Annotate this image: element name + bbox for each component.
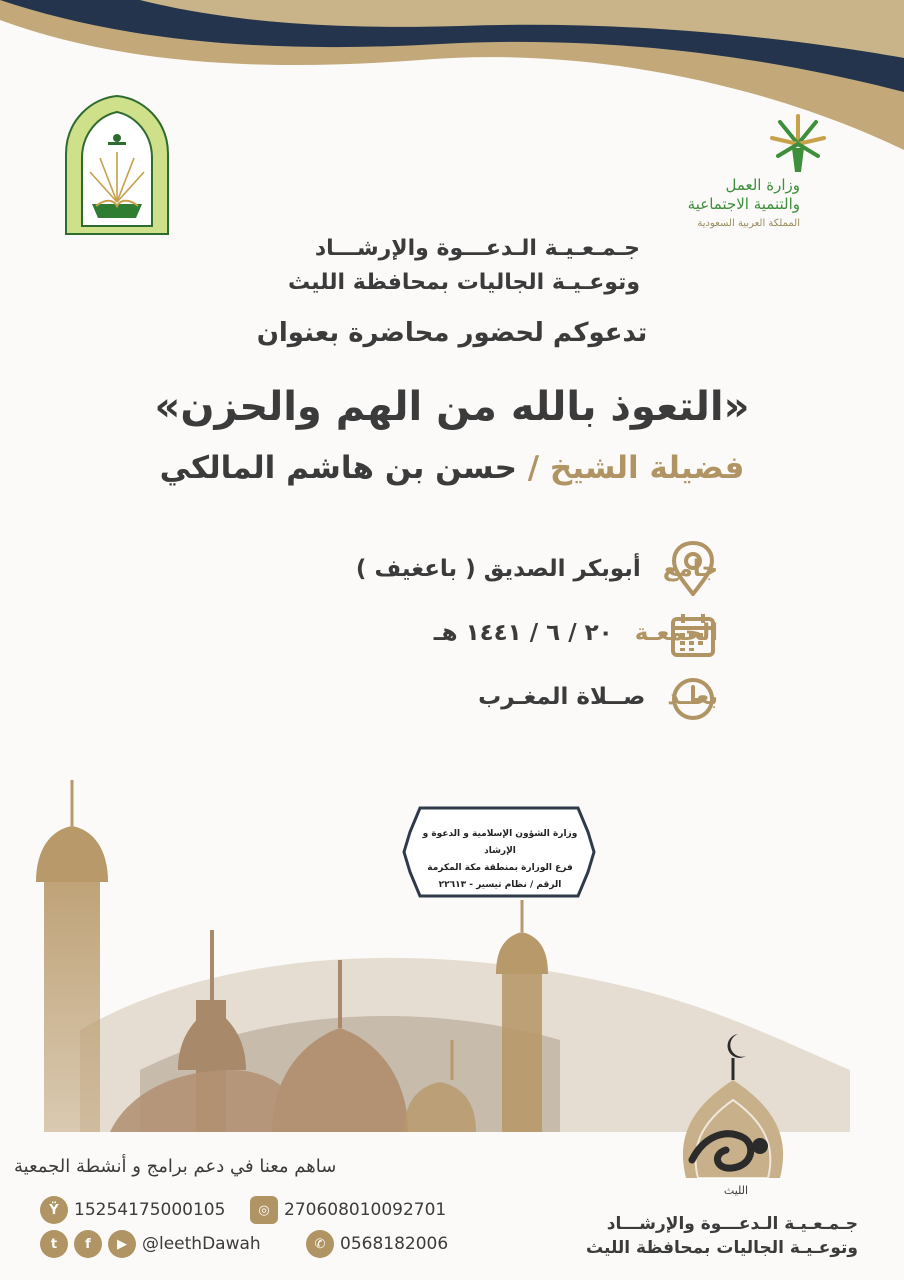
whatsapp-icon[interactable]: ✆	[306, 1230, 334, 1258]
location-row	[158, 556, 718, 582]
ministry-labor-logo-icon	[766, 112, 830, 174]
youtube-icon[interactable]: ▶	[108, 1230, 136, 1258]
stamp-line1: وزارة الشؤون الإسلامية و الدعوة و الإرشاد	[422, 829, 578, 856]
dawah-logo-caption: الليث	[723, 1184, 749, 1197]
account1-contact	[40, 1196, 225, 1224]
time-row	[158, 684, 718, 710]
account1-number: 15254175000105	[74, 1200, 226, 1220]
footer-association-line1: جـمـعـيـة الـدعـــوة والإرشـــاد	[606, 1214, 858, 1234]
location-key: جامع	[662, 556, 718, 582]
time-key: بعــد	[667, 684, 718, 710]
ministry-labor-name	[580, 176, 800, 214]
lecture-title: «التعوذ بالله من الهم والحزن»	[154, 384, 750, 430]
ministry-labor-line1: وزارة العمل	[725, 176, 800, 194]
speaker-line	[0, 450, 904, 486]
bank-account2-icon: ◎	[250, 1196, 278, 1224]
whatsapp-number[interactable]: 0568182006	[340, 1234, 449, 1254]
social-contact[interactable]	[40, 1230, 261, 1258]
account2-contact	[250, 1196, 446, 1224]
account2-number: 270608010092701	[284, 1200, 447, 1220]
association-line1: جـمـعـيـة الـدعـــوة والإرشـــاد	[314, 236, 640, 261]
social-handle[interactable]: @leethDawah	[142, 1234, 261, 1254]
whatsapp-contact[interactable]	[306, 1230, 448, 1258]
date-value: ٢٠ / ٦ / ١٤٤١ هـ	[433, 620, 613, 646]
ministry-islamic-affairs-emblem	[62, 94, 172, 236]
approval-stamp-text	[412, 826, 588, 894]
association-name-header	[80, 232, 640, 300]
date-key: الجمعـة	[634, 620, 718, 646]
ministry-labor-line2: والتنمية الاجتماعية	[687, 195, 800, 213]
speaker-name: حسن بن هاشم المالكي	[159, 450, 517, 486]
invitation-text: تدعوكم لحضور محاضرة بعنوان	[256, 318, 648, 348]
support-text: ساهم معنا في دعم برامج و أنشطة الجمعية	[14, 1156, 337, 1177]
stamp-line2: فرع الوزارة بمنطقة مكة المكرمة	[427, 863, 573, 873]
date-row	[158, 620, 718, 646]
association-line2: وتوعـيـة الجاليات بمحافظة الليث	[288, 270, 640, 295]
footer-association-line2: وتوعـيـة الجاليات بمحافظة الليث	[586, 1238, 858, 1258]
twitter-icon[interactable]: t	[40, 1230, 68, 1258]
stamp-line3: الرقم / نظام تيسير - ٢٢٦١٣	[438, 880, 562, 890]
ministry-labor-country: المملكة العربية السعودية	[697, 218, 800, 229]
facebook-icon[interactable]: f	[74, 1230, 102, 1258]
location-value: أبوبكر الصديق ( باعغيف )	[355, 556, 641, 582]
association-name-footer	[498, 1212, 858, 1260]
dawah-logo	[668, 1028, 798, 1208]
speaker-label: فضيلة الشيخ /	[527, 450, 745, 486]
time-value: صــلاة المغـرب	[478, 684, 646, 710]
bank-account-icon: Ÿ	[40, 1196, 68, 1224]
